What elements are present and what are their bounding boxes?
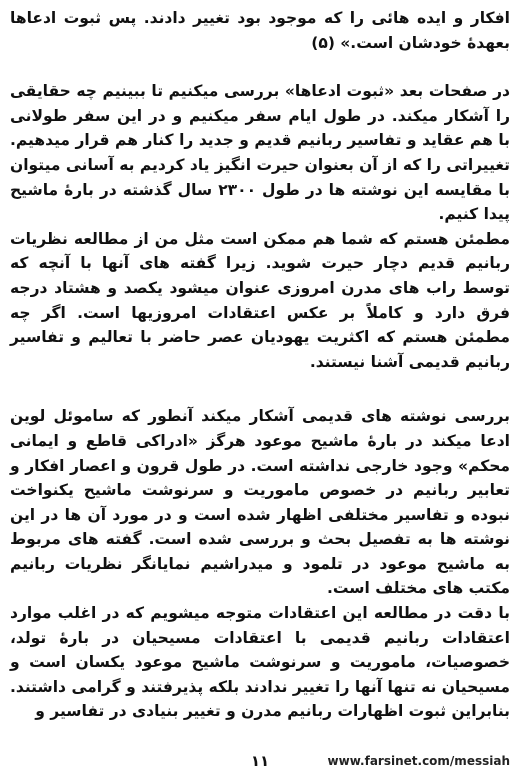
paragraph-spacer [10, 374, 510, 404]
page-number: ۱۱ [250, 752, 270, 770]
page-footer [10, 752, 510, 774]
paragraph-2: در صفحات بعد «ثبوت ادعاها» بررسی میکنیم تا ببینیم چه حقایقی را آشکار میکند. در طول ایام سفر میکنیم و در این سفر طولانی با هم عقاید و تفاسیر ربانیم قدیم و جدید را کنار هم قرار میدهیم. تغییراتی را که از آن بعنوان حیرت انگیز یاد کردیم به آسانی میتوان با مقایسه این نوشته ها در طول ۲۳۰۰ سال گذشته در بارهٔ ماشیح پیدا کنیم. [10, 82, 511, 224]
paragraph-spacer [10, 55, 510, 79]
paragraph-4: بررسی نوشته های قدیمی آشکار میکند آنطور که ساموئل لوین ادعا میکند در بارهٔ ماشیح موعود هرگز «ادراکی قاطع و ایمانی محکم» وجود خارجی نداشته است. در طول قرون و اعصار افکار و تعابیر ربانیم در خصوص ماموریت و سرنوشت ماشیح یکنواخت نبوده و تفاسیر مختلفی اظهار شده است و در مورد آن ها در این نوشته ها به تفصیل بحث و بررسی شده است. گفته های مربوط به ماشیح موعود در تلمود و میدراشیم نمایانگر نظریات ربانیم مکتب های مختلف است. [10, 407, 510, 598]
paragraph-1: افکار و ایده هائی را که موجود بود تغییر دادند. پس ثبوت ادعاها بعهدهٔ خودشان است.» (۵) [10, 9, 510, 52]
paragraph-5: با دقت در مطالعه این اعتقادات متوجه میشویم که در اغلب موارد اعتقادات ربانیم قدیمی با اعتقادات مسیحیان در بارهٔ تولد، خصوصیات، ماموریت و سرنوشت ماشیح موعود یکسان است و مسیحیان نه تنها آنها را تغییر ندادند بلکه پذیرفتند و گرامی داشتند. بنابراین ثبوت اظهارات ربانیم مدرن و تغییر بنیادی در تفاسیر و [10, 604, 510, 721]
paragraph-3: مطمئن هستم که شما هم ممکن است مثل من از مطالعه نظریات ربانیم قدیم دچار حیرت شوید. زیرا گفته های آنها با آنچه که توسط راب های مدرن امروزی عنوان میشود یکصد و هشتاد درجه فرق دارد و کاملاً بر عکس اعتقادات امروزیها است. اگر چه مطمئن هستم که اکثریت یهودیان عصر حاضر با تعالیم و تفاسیر ربانیم قدیمی آشنا نیستند. [10, 229, 510, 371]
footer-url: www.farsinet.com/messiah [327, 754, 510, 768]
